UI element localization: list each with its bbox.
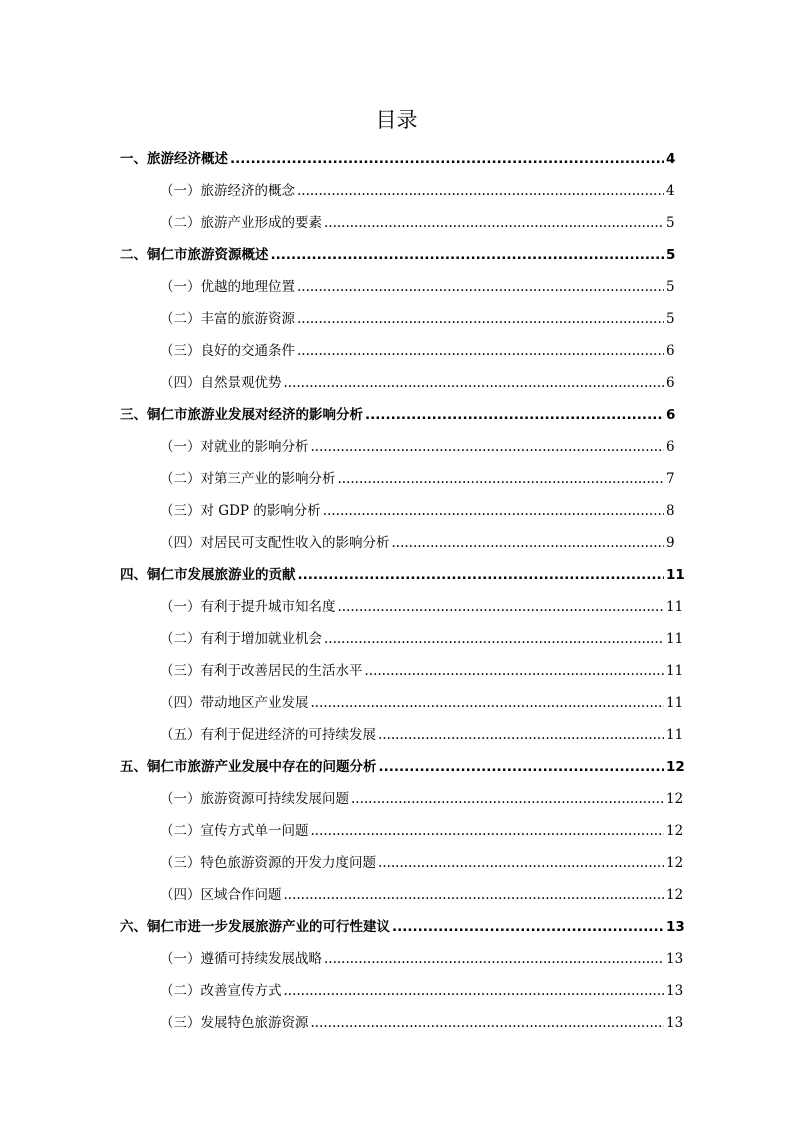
- toc-page-number: 13: [666, 983, 684, 999]
- toc-page-number: 6: [666, 375, 675, 391]
- toc-page-number: 12: [666, 887, 684, 903]
- toc-chapter-entry[interactable]: [120, 911, 685, 943]
- toc-page-number: 8: [666, 503, 675, 519]
- toc-entry-label: （三）特色旅游资源的开发力度问题: [160, 855, 376, 871]
- dot-leader: [297, 335, 664, 367]
- toc-section-entry[interactable]: [120, 335, 674, 367]
- toc-section-entry[interactable]: [120, 847, 684, 879]
- toc-section-entry[interactable]: [120, 1007, 684, 1039]
- toc-page-number: 5: [666, 215, 675, 231]
- toc-page-number: 11: [666, 631, 684, 647]
- dot-leader: [271, 239, 665, 271]
- toc-entry-label: （一）旅游资源可持续发展问题: [160, 791, 349, 807]
- toc-page-number: 11: [666, 567, 685, 583]
- toc-page-number: 5: [666, 279, 675, 295]
- toc-entry-label: 五、铜仁市旅游产业发展中存在的问题分析: [120, 759, 377, 775]
- toc-page-number: 12: [666, 823, 684, 839]
- toc-entry-label: （一）对就业的影响分析: [160, 439, 309, 455]
- dot-leader: [351, 783, 664, 815]
- dot-leader: [284, 367, 665, 399]
- toc-page-number: 5: [666, 311, 675, 327]
- toc-section-entry[interactable]: [120, 175, 674, 207]
- dot-leader: [297, 303, 664, 335]
- toc-entry-label: （一）有利于提升城市知名度: [160, 599, 336, 615]
- toc-chapter-entry[interactable]: [120, 239, 674, 271]
- page-title: 目录: [375, 108, 418, 132]
- toc-page-number: 7: [666, 471, 675, 487]
- toc-section-entry[interactable]: [120, 495, 674, 527]
- toc-entry-label: （一）旅游经济的概念: [160, 183, 295, 199]
- toc-chapter-entry[interactable]: [120, 751, 685, 783]
- toc-page-number: 9: [666, 535, 675, 551]
- toc-section-entry[interactable]: [120, 367, 674, 399]
- toc-section-entry[interactable]: [120, 207, 674, 239]
- toc-entry-label: 二、铜仁市旅游资源概述: [120, 247, 269, 263]
- toc-entry-label: （三）良好的交通条件: [160, 343, 295, 359]
- dot-leader: [365, 399, 664, 431]
- toc-section-entry[interactable]: [120, 783, 684, 815]
- dot-leader: [338, 591, 665, 623]
- dot-leader: [298, 559, 665, 591]
- toc-entry-label: （一）遵循可持续发展战略: [160, 951, 322, 967]
- toc-entry-label: （四）自然景观优势: [160, 375, 282, 391]
- toc-page-number: 4: [666, 151, 676, 167]
- dot-leader: [311, 431, 665, 463]
- toc-section-entry[interactable]: [120, 591, 684, 623]
- toc-entry-label: （二）旅游产业形成的要素: [160, 215, 322, 231]
- toc-section-entry[interactable]: [120, 879, 684, 911]
- toc-section-entry[interactable]: [120, 943, 684, 975]
- toc-section-entry[interactable]: [120, 655, 684, 687]
- toc-page-number: 12: [666, 791, 684, 807]
- dot-leader: [324, 623, 664, 655]
- toc-page-number: 13: [666, 1015, 684, 1031]
- toc-entry-label: 四、铜仁市发展旅游业的贡献: [120, 567, 296, 583]
- toc-entry-label: （四）带动地区产业发展: [160, 695, 309, 711]
- dot-leader: [230, 143, 664, 175]
- toc-section-entry[interactable]: [120, 463, 674, 495]
- dot-leader: [284, 879, 665, 911]
- toc-page-number: 11: [666, 727, 684, 743]
- toc-entry-label: 六、铜仁市进一步发展旅游产业的可行性建议: [120, 919, 390, 935]
- dot-leader: [324, 943, 664, 975]
- dot-leader: [284, 975, 665, 1007]
- toc-section-entry[interactable]: [120, 719, 684, 751]
- dot-leader: [392, 527, 665, 559]
- toc-page-number: 6: [666, 343, 675, 359]
- dot-leader: [297, 175, 664, 207]
- toc-section-entry[interactable]: [120, 431, 674, 463]
- dot-leader: [378, 719, 664, 751]
- toc-entry-label: （一）优越的地理位置: [160, 279, 295, 295]
- toc-page-number: 11: [666, 663, 684, 679]
- dot-leader: [378, 847, 664, 879]
- toc-page-number: 12: [666, 759, 685, 775]
- dot-leader: [323, 495, 664, 527]
- toc-entry-label: （三）发展特色旅游资源: [160, 1015, 309, 1031]
- toc-entry-label: （二）对第三产业的影响分析: [160, 471, 336, 487]
- toc-entry-label: （二）宣传方式单一问题: [160, 823, 309, 839]
- toc-page-number: 11: [666, 599, 684, 615]
- toc-entry-label: （二）丰富的旅游资源: [160, 311, 295, 327]
- toc-entry-label: （二）改善宣传方式: [160, 983, 282, 999]
- toc-entry-label: （四）对居民可支配性收入的影响分析: [160, 535, 390, 551]
- toc-section-entry[interactable]: [120, 623, 684, 655]
- toc-entry-label: （四）区域合作问题: [160, 887, 282, 903]
- dot-leader: [297, 271, 664, 303]
- toc-chapter-entry[interactable]: [120, 559, 685, 591]
- dot-leader: [324, 207, 664, 239]
- toc-section-entry[interactable]: [120, 303, 674, 335]
- dot-leader: [311, 815, 665, 847]
- toc-entry-label: 三、铜仁市旅游业发展对经济的影响分析: [120, 407, 363, 423]
- toc-section-entry[interactable]: [120, 687, 684, 719]
- dot-leader: [311, 687, 665, 719]
- toc-page-number: 6: [666, 439, 675, 455]
- toc-entry-label: （三）对 GDP 的影响分析: [160, 503, 321, 519]
- toc-section-entry[interactable]: [120, 527, 674, 559]
- toc-entry-label: （五）有利于促进经济的可持续发展: [160, 727, 376, 743]
- toc-chapter-entry[interactable]: [120, 143, 674, 175]
- toc-section-entry[interactable]: [120, 271, 674, 303]
- toc-chapter-entry[interactable]: [120, 399, 674, 431]
- toc-entry-label: 一、旅游经济概述: [120, 151, 228, 167]
- toc-page-number: 13: [666, 951, 684, 967]
- dot-leader: [338, 463, 665, 495]
- dot-leader: [311, 1007, 665, 1039]
- toc-section-entry[interactable]: [120, 975, 684, 1007]
- toc-page-number: 6: [666, 407, 676, 423]
- toc-entry-label: （二）有利于增加就业机会: [160, 631, 322, 647]
- table-of-contents: [120, 143, 685, 1039]
- dot-leader: [392, 911, 664, 943]
- dot-leader: [379, 751, 665, 783]
- toc-section-entry[interactable]: [120, 815, 684, 847]
- toc-page-number: 11: [666, 695, 684, 711]
- toc-page-number: 4: [666, 183, 675, 199]
- toc-page-number: 12: [666, 855, 684, 871]
- toc-entry-label: （三）有利于改善居民的生活水平: [160, 663, 363, 679]
- toc-page-number: 5: [666, 247, 676, 263]
- toc-page-number: 13: [666, 919, 685, 935]
- dot-leader: [365, 655, 665, 687]
